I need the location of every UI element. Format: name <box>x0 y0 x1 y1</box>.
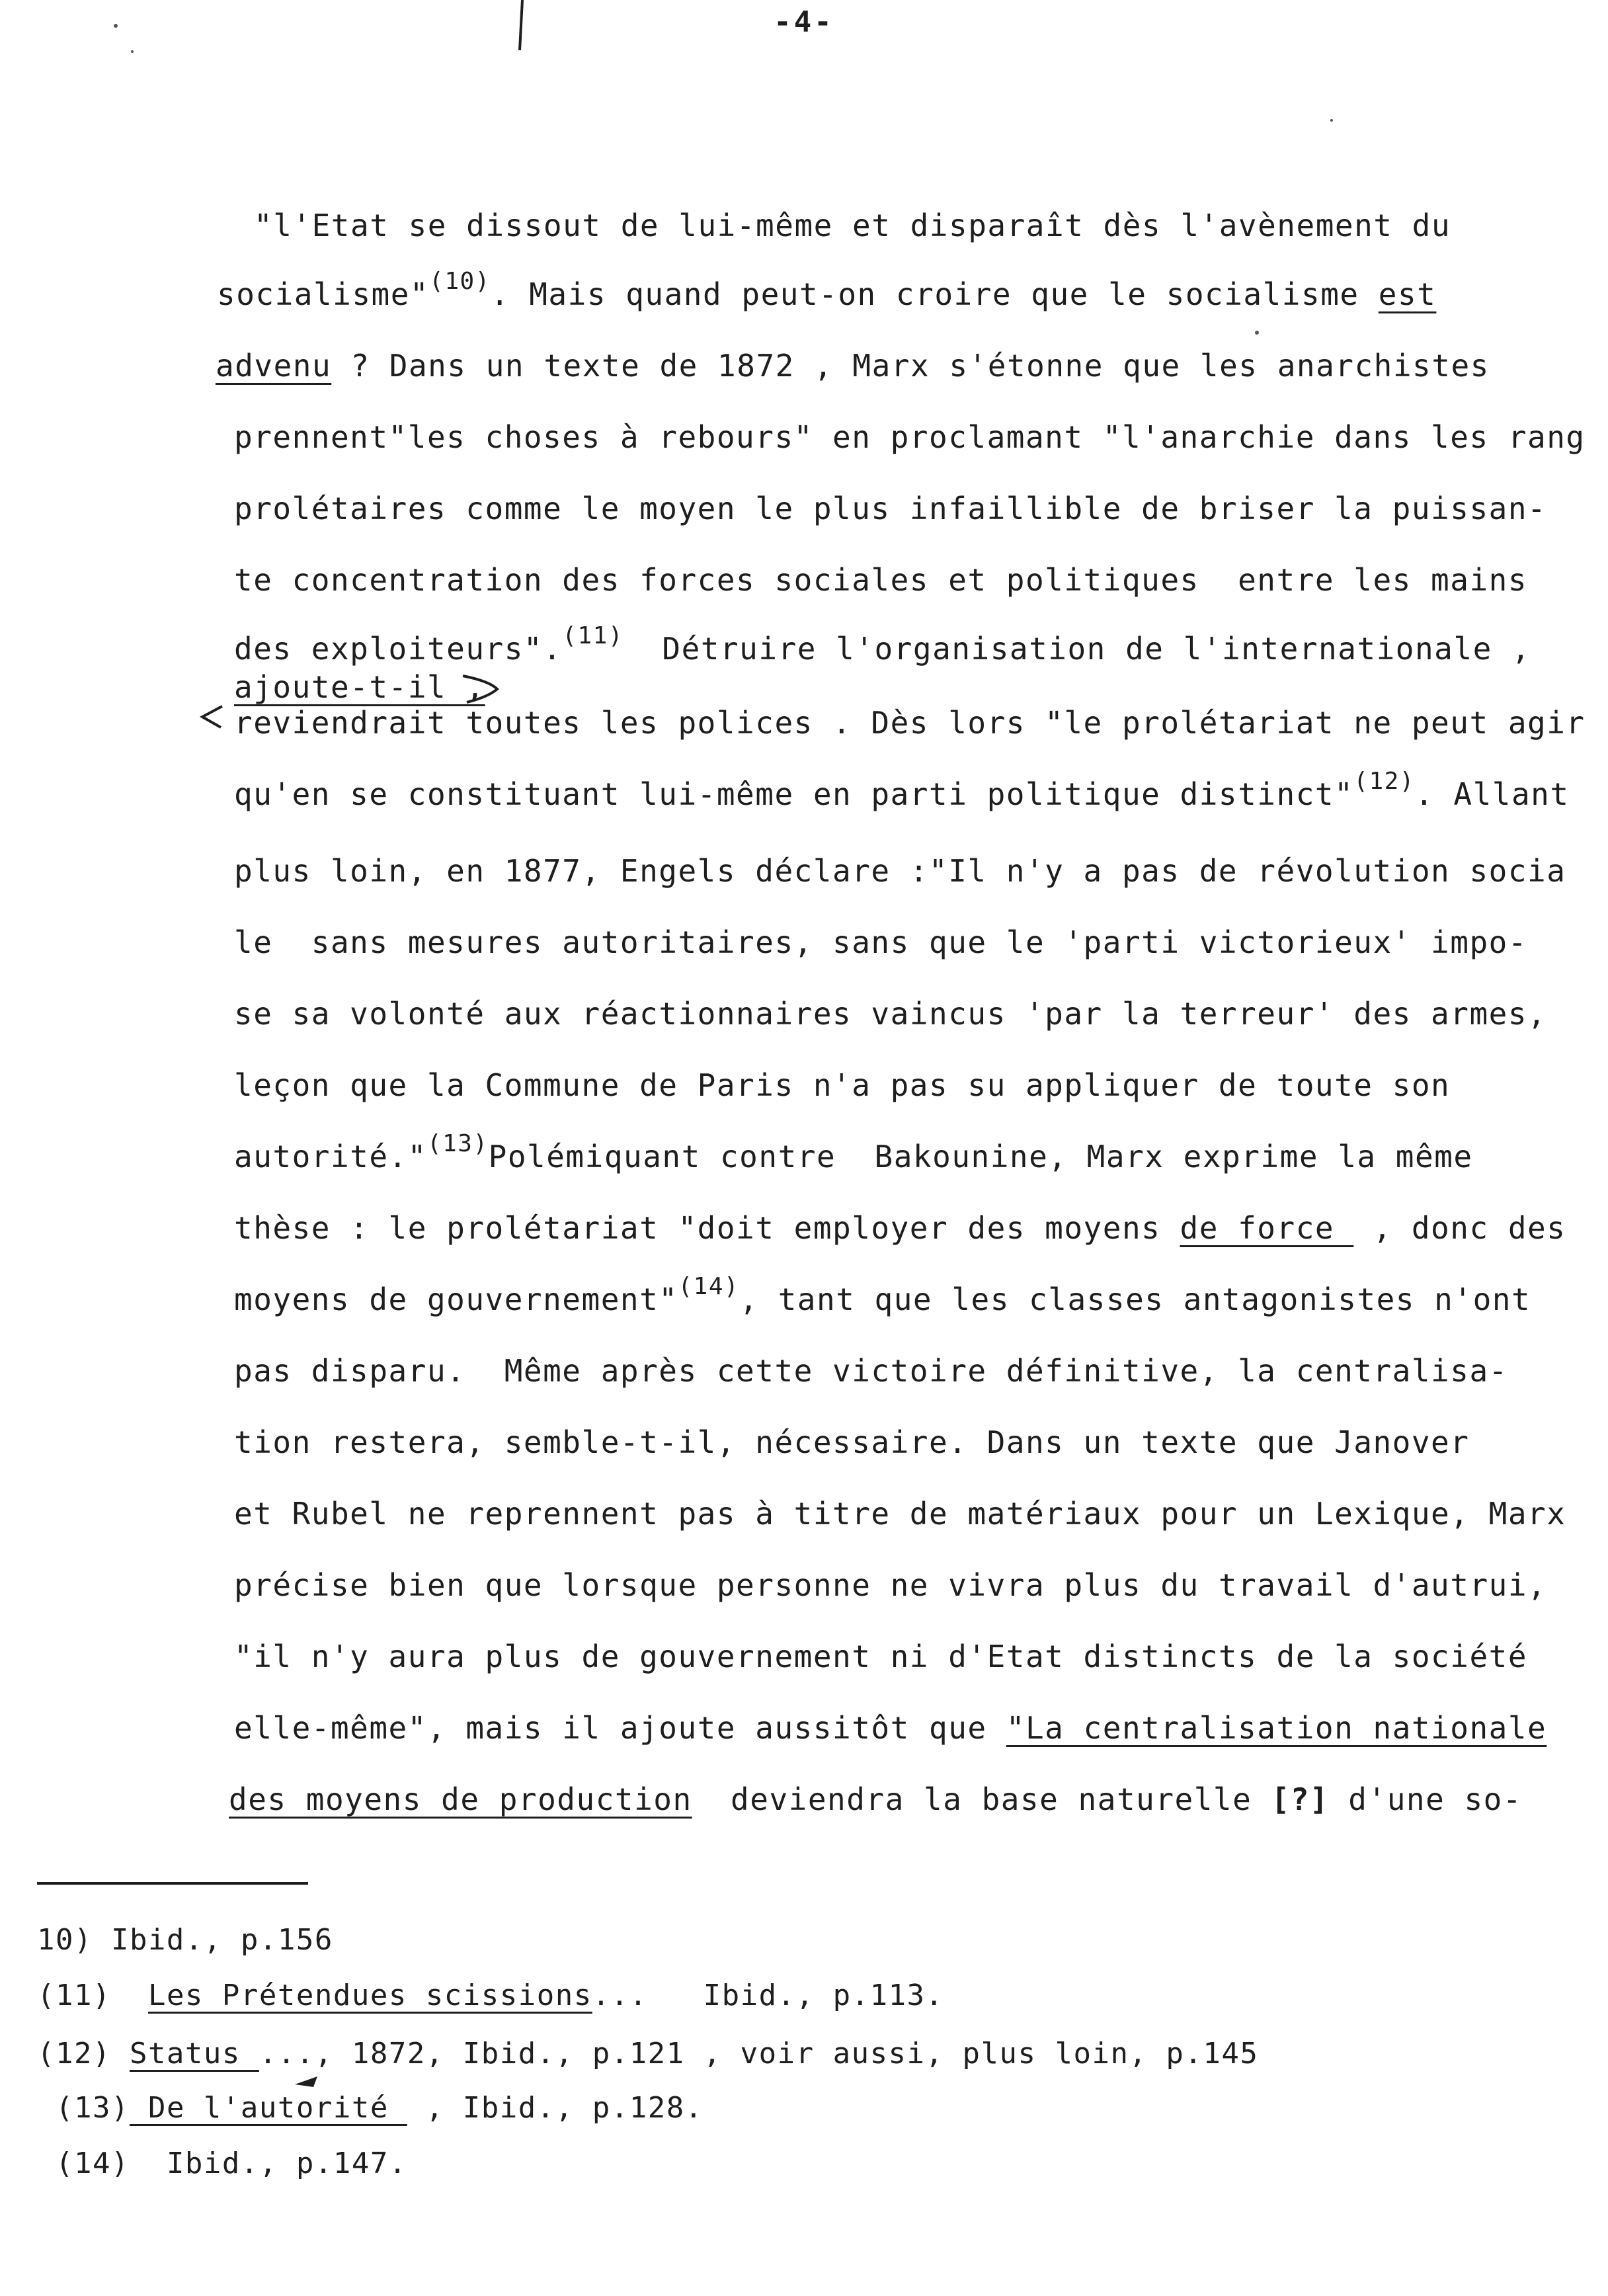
footnote-11: (11) Les Prétendues scissions... Ibid., p.113. <box>37 1979 944 2012</box>
footnote-13: (13) De l'autorité , Ibid., p.128. <box>56 2091 704 2125</box>
body-line-19: tion restera, semble-t-il, nécessaire. Dans un texte que Janover <box>234 1424 1470 1460</box>
body-line-11: plus loin, en 1877, Engels déclare :"Il n'y a pas de révolution socia <box>234 853 1566 889</box>
body-line-16: thèse : le prolétariat "doit employer des moyens de force , donc des <box>234 1210 1566 1246</box>
body-line-9: reviendrait toutes les polices . Dès lors "le prolétariat ne peut agir <box>234 705 1586 741</box>
footnote-ref-13: (13) <box>426 1130 489 1157</box>
editorial-query-mark: [?] <box>1271 1782 1330 1817</box>
body-line-14: leçon que la Commune de Paris n'a pas su appliquer de toute son <box>234 1067 1451 1103</box>
footnote-ref-14: (14) <box>678 1273 740 1300</box>
body-line-24: des moyens de production deviendra la base naturelle [?] d'une so- <box>229 1782 1523 1817</box>
speck <box>1330 119 1333 122</box>
body-line-7: des exploiteurs".$^{(11)}$ Détruire l'organisation de l'internationale , <box>234 622 1531 667</box>
body-line-12: le sans mesures autoritaires, sans que le 'parti victorieux' impo- <box>234 924 1528 960</box>
body-line-8: ajoute-t-il , <box>234 669 485 705</box>
body-line-20: et Rubel ne reprennent pas à titre de matériaux pour un Lexique, Marx <box>234 1496 1566 1532</box>
body-line-22: "il n'y aura plus de gouvernement ni d'Etat distincts de la société <box>234 1639 1528 1674</box>
speck <box>1255 331 1259 335</box>
footnote-ref-11: (11) <box>562 622 624 649</box>
page-number: -4- <box>774 5 834 39</box>
footnote-ref-10: (10) <box>429 268 491 295</box>
speck <box>114 24 118 28</box>
body-line-2: socialisme"$^{(10)}$. Mais quand peut-on croire que le socialisme est <box>217 268 1437 312</box>
body-line-5: prolétaires comme le moyen le plus infaillible de briser la puissan- <box>234 491 1547 526</box>
body-line-10: qu'en se constituant lui-même en parti politique distinct"$^{(12)}$. Allant <box>234 768 1570 812</box>
footnote-12: (12) Status ..., 1872, Ibid., p.121 , voir aussi, plus loin, p.145 <box>37 2037 1259 2070</box>
correction-arrow-mark <box>295 2076 317 2087</box>
body-line-15: autorité."$^{(13)}$Polémiquant contre Bakounine, Marx exprime la même <box>234 1130 1473 1174</box>
body-line-3: advenu ? Dans un texte de 1872 , Marx s'étonne que les anarchistes <box>216 348 1490 384</box>
body-line-4: prennent"les choses à rebours" en proclamant "l'anarchie dans les rang <box>234 419 1586 455</box>
footnote-separator <box>37 1882 308 1885</box>
body-line-18: pas disparu. Même après cette victoire définitive, la centralisa- <box>234 1353 1508 1389</box>
body-line-13: se sa volonté aux réactionnaires vaincus 'par la terreur' des armes, <box>234 996 1547 1032</box>
speck <box>131 50 134 53</box>
body-line-21: précise bien que lorsque personne ne vivra plus du travail d'autrui, <box>234 1567 1547 1603</box>
footnote-14: (14) Ibid., p.147. <box>56 2147 407 2180</box>
footnote-ref-12: (12) <box>1353 768 1415 795</box>
insertion-mark-left <box>202 706 222 727</box>
footnote-10: 10) Ibid., p.156 <box>37 1923 333 1957</box>
body-line-6: te concentration des forces sociales et politiques entre les mains <box>234 562 1528 598</box>
body-line-23: elle-même", mais il ajoute aussitôt que "La centralisation nationale <box>234 1710 1547 1746</box>
body-line-17: moyens de gouvernement"$^{(14)}$, tant que les classes antagonistes n'ont <box>234 1273 1531 1317</box>
body-line-1: "l'Etat se dissout de lui-même et disparaît dès l'avènement du <box>254 208 1451 243</box>
